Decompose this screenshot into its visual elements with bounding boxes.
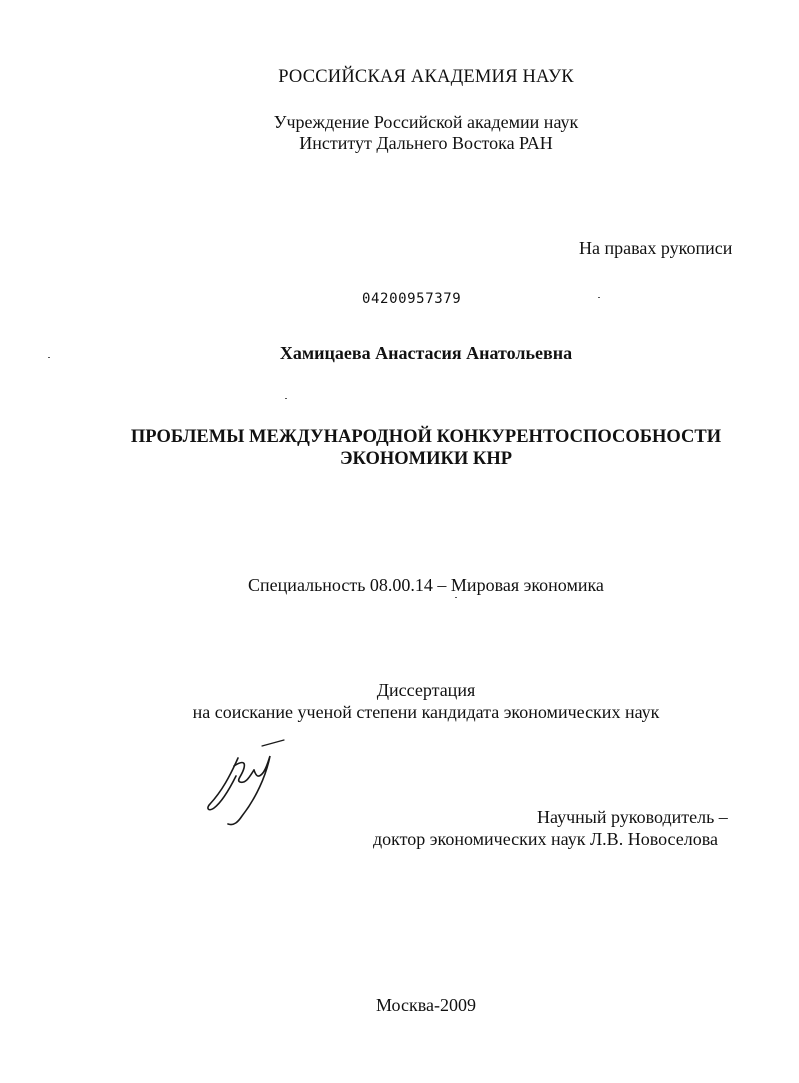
specialty: Специальность 08.00.14 – Мировая экономика bbox=[248, 575, 604, 595]
scan-speck bbox=[285, 398, 287, 399]
scan-speck bbox=[48, 357, 50, 358]
dissertation-title-line-1: ПРОБЛЕМЫ МЕЖДУНАРОДНОЙ КОНКУРЕНТОСПОСОБНОСТИ bbox=[130, 427, 722, 447]
city-year: Москва-2009 bbox=[376, 995, 476, 1015]
dissertation-label: Диссертация bbox=[376, 680, 476, 700]
signature-icon bbox=[200, 736, 290, 831]
degree-description: на соискание ученой степени кандидата экономических наук bbox=[192, 702, 660, 722]
institution-line-1: Учреждение Российской академии наук bbox=[273, 112, 579, 132]
academy-name: РОССИЙСКАЯ АКАДЕМИЯ НАУК bbox=[278, 67, 574, 87]
scan-speck bbox=[598, 297, 600, 298]
supervisor-label: Научный руководитель – bbox=[537, 807, 728, 827]
scan-speck bbox=[455, 597, 457, 598]
rights-notice: На правах рукописи bbox=[579, 238, 733, 258]
dissertation-title-line-2: ЭКОНОМИКИ КНР bbox=[339, 449, 513, 469]
institution-line-2: Институт Дальнего Востока РАН bbox=[299, 133, 553, 153]
document-number: 04200957379 bbox=[362, 291, 462, 307]
supervisor-name: доктор экономических наук Л.В. Новоселова bbox=[373, 829, 718, 849]
author-name: Хамицаева Анастасия Анатольевна bbox=[279, 343, 573, 363]
